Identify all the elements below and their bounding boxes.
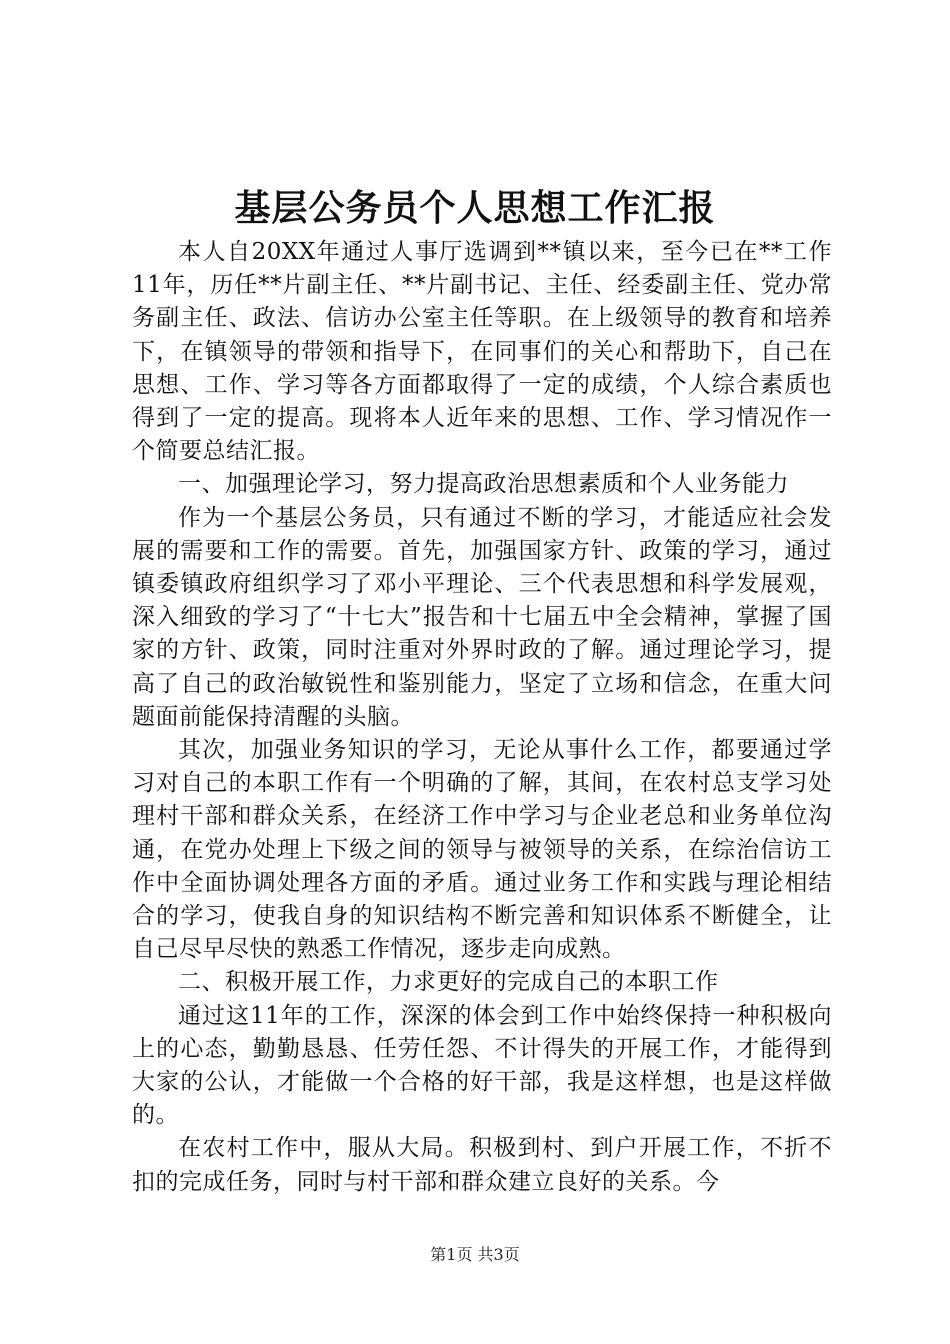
paragraph-business-study: 其次，加强业务知识的学习，无论从事什么工作，都要通过学习对自己的本职工作有一个明确的了解，其间，在农村总支学习处理村干部和群众关系，在经济工作中学习与企业老总和业务单位沟通，在党办处理上下级之间的领导与被领导的关系，在综治信访工作中全面协调处理各方面的矛盾。通过业务工作和实践与理论相结合的学习，使我自身的知识结构不断完善和知识体系不断健全，让自己尽早尽快的熟悉工作情况，逐步走向成熟。	[132, 737, 832, 963]
paragraph-rural-work: 在农村工作中，服从大局。积极到村、到户开展工作，不折不扣的完成任务，同时与村干部和群众建立良好的关系。今	[132, 1135, 832, 1195]
paragraph-work-attitude: 通过这11年的工作，深深的体会到工作中始终保持一种积极向上的心态，勤勤恳恳、任劳任怨、不计得失的开展工作，才能得到大家的公认，才能做一个合格的好干部，我是这样想，也是这样做的。	[132, 1002, 832, 1129]
section-heading-2: 二、积极开展工作，力求更好的完成自己的本职工作	[178, 969, 719, 996]
document-body	[132, 236, 832, 1199]
page-footer: 第1页 共3页	[430, 1245, 520, 1264]
paragraph-theory-study: 作为一个基层公务员，只有通过不断的学习，才能适应社会发展的需要和工作的需要。首先，加强国家方针、政策的学习，通过镇委镇政府组织学习了邓小平理论、三个代表思想和科学发展观，深入细致的学习了“十七大”报告和十七届五中全会精神，掌握了国家的方针、政策，同时注重对外界时政的了解。通过理论学习，提高了自己的政治敏锐性和鉴别能力，坚定了立场和信念，在重大问题面前能保持清醒的头脑。	[132, 504, 832, 730]
document-title: 基层公务员个人思想工作汇报	[234, 187, 716, 229]
section-heading-1: 一、加强理论学习，努力提高政治思想素质和个人业务能力	[178, 471, 789, 498]
paragraph-intro: 本人自20XX年通过人事厅选调到**镇以来，至今已在**工作11年，历任**片副主任、**片副书记、主任、经委副主任、党办常务副主任、政法、信访办公室主任等职。在上级领导的教育和培养下，在镇领导的带领和指导下，在同事们的关心和帮助下，自己在思想、工作、学习等各方面都取得了一定的成绩，个人综合素质也得到了一定的提高。现将本人近年来的思想、工作、学习情况作一个简要总结汇报。	[132, 239, 832, 465]
